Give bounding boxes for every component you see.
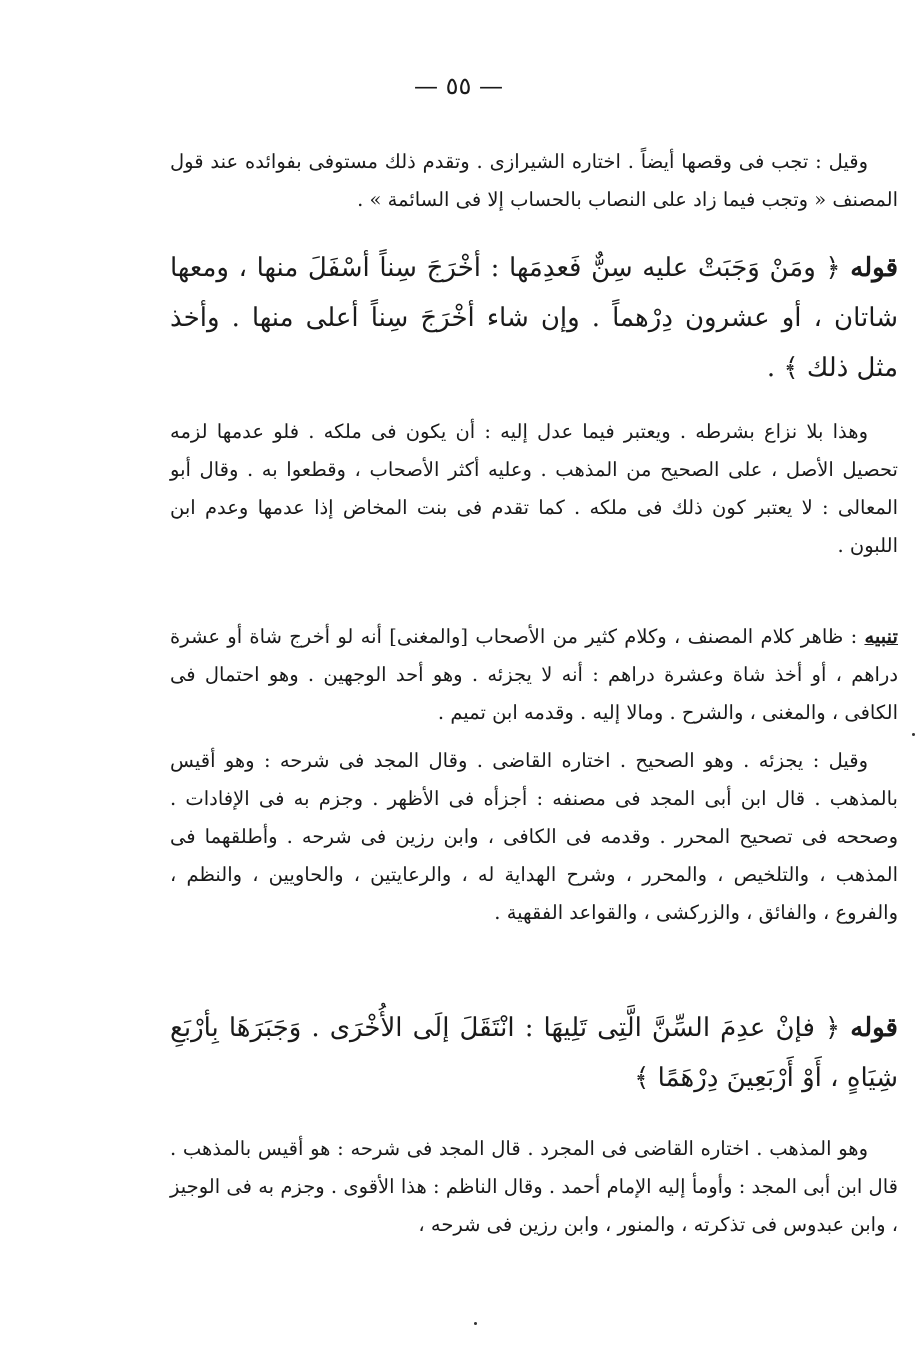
matn-quote-2 [170, 1003, 898, 1103]
matn-lead-word: قوله [850, 253, 899, 283]
matn-body: ﴿ ومَنْ وَجَبَتْ عليه سِنٌّ فَعدِمَها : أخْرَجَ سِناً أسْفَلَ منها ، ومعها شاتان ، أو عشرون دِرْهماً . وإن شاء أخْرَجَ سِناً أعلى منها . وأخذ مثل ذلك ﴾ . [170, 253, 898, 383]
scan-speck [474, 1322, 477, 1325]
paragraph-text: وقيل : تجب فى وقصها أيضاً . اختاره الشيرازى . وتقدم ذلك مستوفى بفوائده عند قول المصنف « وتجب فيما زاد على النصاب بالحساب إلا فى السائمة » . [170, 150, 898, 211]
matn-text [170, 1003, 898, 1103]
matn-body: ﴿ فإنْ عدِمَ السِّنَّ الَّتِى تَلِيهَا : انْتَقَلَ إلَى الأُخْرَى . وَجَبَرَهَا بِأرْبَعِ شِيَاهٍ ، أَوْ أَرْبَعِينَ دِرْهَمًا ﴾ [170, 1013, 898, 1093]
note-text [170, 618, 898, 732]
note-paragraph [170, 618, 898, 732]
paragraph-text: وهذا بلا نزاع بشرطه . ويعتبر فيما عدل إليه : أن يكون فى ملكه . فلو عدمها لزمه تحصيل الأصل ، على الصحيح من المذهب . وعليه أكثر الأصحاب ، وقطعوا به . وقال أبو المعالى : لا يعتبر كون ذلك فى ملكه . كما تقدم فى بنت المخاض إذا عدمها وعدم ابن اللبون . [170, 420, 898, 557]
note-body: : ظاهر كلام المصنف ، وكلام كثير من الأصحاب [والمغنى] أنه لو أخرج شاة أو عشرة دراهم ، أو أخذ شاة وعشرة دراهم : أنه لا يجزئه . وهو أحد الوجهين . وهو احتمال فى الكافى ، والمغنى ، والشرح . ومالا إليه . وقدمه ابن تميم . [170, 625, 898, 724]
page-number: — ٥٥ — [413, 72, 504, 100]
matn-lead-word: قوله [850, 1013, 898, 1043]
matn-quote-1 [170, 243, 898, 393]
paragraph-3 [170, 742, 898, 932]
paragraph-4 [170, 1130, 898, 1244]
paragraph-1 [170, 143, 898, 219]
scan-speck [912, 733, 915, 736]
paragraph-2 [170, 413, 898, 565]
paragraph-text: وهو المذهب . اختاره القاضى فى المجرد . قال المجد فى شرحه : هو أقيس بالمذهب . قال ابن أبى المجد : وأومأ إليه الإمام أحمد . وقال الناظم : هذا الأقوى . وجزم به فى الوجيز ، وابن عبدوس فى تذكرته ، والمنور ، وابن رزين فى شرحه ، [170, 1137, 898, 1236]
paragraph-text: وقيل : يجزئه . وهو الصحيح . اختاره القاضى . وقال المجد فى شرحه : وهو أقيس بالمذهب . قال ابن أبى المجد فى مصنفه : أجزأه فى الأظهر . وجزم به فى الإفادات . وصححه فى تصحيح المحرر . وقدمه فى الكافى ، وابن رزين فى شرحه . وأطلقهما فى المذهب ، والتلخيص ، والمحرر ، وشرح الهداية له ، والرعايتين ، والحاويين ، والنظم ، والفروع ، والفائق ، والزركشى ، والقواعد الفقهية . [170, 749, 898, 924]
note-label: تنبيه [864, 625, 898, 648]
matn-text [170, 243, 898, 393]
